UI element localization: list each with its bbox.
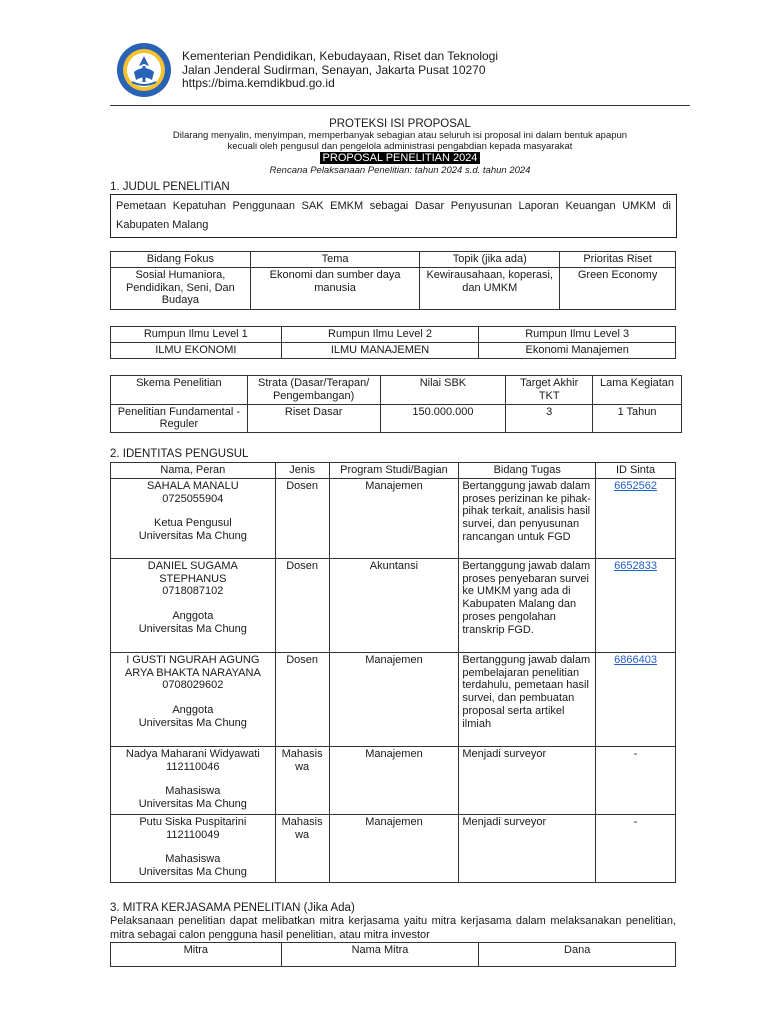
member-task: Menjadi surveyor <box>459 746 596 814</box>
table-header: Mitra <box>111 943 282 967</box>
plan-period: Rencana Pelaksanaan Penelitian: tahun 2024 s.d. tahun 2024 <box>269 165 531 176</box>
table-cell: Riset Dasar <box>247 404 380 433</box>
table-cell: 1 Tahun <box>593 404 682 433</box>
member-university: Universitas Ma Chung <box>138 622 247 635</box>
table-header-row <box>111 376 682 405</box>
member-id: 0718087102 <box>162 585 224 598</box>
table-row <box>111 652 676 746</box>
table-header: Nama, Peran <box>111 463 276 479</box>
member-university: Universitas Ma Chung <box>138 798 247 811</box>
table-header-row <box>111 252 676 268</box>
proposal-badge <box>110 152 690 164</box>
table-header: Rumpun Ilmu Level 2 <box>281 327 479 343</box>
member-role: Mahasiswa <box>165 785 221 798</box>
table-row <box>111 558 676 652</box>
sinta-cell <box>596 558 676 652</box>
member-type: Dosen <box>275 478 329 558</box>
member-task: Bertanggung jawab dalam proses perizinan ke pihak-pihak terkait, analisis hasil survei, dan penyusunan rancangan untuk FGD <box>459 478 596 558</box>
org-website: https://bima.kemdikbud.go.id <box>182 76 335 90</box>
table-cell: Penelitian Fundamental - Reguler <box>111 404 248 433</box>
member-id: 0725055904 <box>162 492 224 505</box>
member-program: Manajemen <box>329 746 459 814</box>
table-header: Topik (jika ada) <box>420 252 560 268</box>
proposal-badge-text: PROPOSAL PENELITIAN 2024 <box>320 152 481 164</box>
sinta-cell <box>596 652 676 746</box>
member-program: Akuntansi <box>329 558 459 652</box>
protection-note-line1: Dilarang menyalin, menyimpan, memperbanyak sebagian atau seluruh isi proposal ini dalam bentuk apapun <box>172 130 628 141</box>
table-header: Lama Kegiatan <box>593 376 682 405</box>
member-type: Mahasiswa <box>275 814 329 882</box>
table-header: Skema Penelitian <box>111 376 248 405</box>
table-header: ID Sinta <box>596 463 676 479</box>
table-row <box>111 342 676 358</box>
section2-heading: 2. IDENTITAS PENGUSUL <box>110 448 249 460</box>
team-table <box>110 462 676 883</box>
member-cell <box>111 652 276 746</box>
table-header: Jenis <box>275 463 329 479</box>
table-header: Tema <box>250 252 420 268</box>
table-header-row <box>111 463 676 479</box>
table-header-row <box>111 943 676 967</box>
member-name: Putu Siska Puspitarini <box>139 815 247 828</box>
table-header: Dana <box>479 943 676 967</box>
section1-heading: 1. JUDUL PENELITIAN <box>110 181 230 193</box>
member-university: Universitas Ma Chung <box>138 716 247 729</box>
sinta-link[interactable]: 6652562 <box>614 479 657 492</box>
table-cell: Ekonomi Manajemen <box>479 342 676 358</box>
ministry-logo-icon <box>116 42 172 98</box>
member-university: Universitas Ma Chung <box>138 530 247 543</box>
table-cell: Green Economy <box>560 267 676 309</box>
org-address: Jalan Jenderal Sudirman, Senayan, Jakarta Pusat 10270 <box>182 62 486 77</box>
rumpun-table <box>110 326 676 359</box>
member-role: Anggota <box>172 610 214 623</box>
member-type: Dosen <box>275 652 329 746</box>
member-cell <box>111 478 276 558</box>
member-program: Manajemen <box>329 652 459 746</box>
member-role: Mahasiswa <box>165 853 221 866</box>
section3-heading: 3. MITRA KERJASAMA PENELITIAN (Jika Ada) <box>110 902 355 914</box>
table-header: Nilai SBK <box>380 376 506 405</box>
member-role: Ketua Pengusul <box>153 517 232 530</box>
skema-table <box>110 375 682 433</box>
member-cell <box>111 746 276 814</box>
member-task: Menjadi surveyor <box>459 814 596 882</box>
table-row <box>111 814 676 882</box>
member-name: SAHALA MANALU <box>146 479 239 492</box>
table-row <box>111 267 676 309</box>
sinta-cell: - <box>596 814 676 882</box>
organization-address <box>182 50 498 91</box>
table-header: Strata (Dasar/Terapan/ Pengembangan) <box>247 376 380 405</box>
table-cell: Ekonomi dan sumber daya manusia <box>250 267 420 309</box>
table-cell: 3 <box>506 404 593 433</box>
table-row <box>111 746 676 814</box>
member-name: DANIEL SUGAMA STEPHANUS <box>147 559 238 585</box>
protection-note <box>110 130 690 152</box>
member-id: 112110049 <box>166 828 220 841</box>
table-cell: Sosial Humaniora, Pendidikan, Seni, Dan Budaya <box>111 267 251 309</box>
member-type: Dosen <box>275 558 329 652</box>
table-header-row <box>111 327 676 343</box>
research-title: Pemetaan Kepatuhan Penggunaan SAK EMKM sebagai Dasar Penyusunan Laporan Keuangan UMKM di Kabupaten Malang <box>110 194 677 238</box>
member-task: Bertanggung jawab dalam proses penyebaran survei ke UMKM yang ada di Kabupaten Malang dan proses pengolahan transkrip FGD. <box>459 558 596 652</box>
partner-table <box>110 942 676 967</box>
table-header: Prioritas Riset <box>560 252 676 268</box>
org-name: Kementerian Pendidikan, Kebudayaan, Riset dan Teknologi <box>182 49 498 63</box>
table-header: Rumpun Ilmu Level 3 <box>479 327 676 343</box>
member-role: Anggota <box>172 704 214 717</box>
member-id: 0708029602 <box>162 679 224 692</box>
member-name: I GUSTI NGURAH AGUNG ARYA BHAKTA NARAYANA <box>124 653 261 679</box>
table-cell: ILMU EKONOMI <box>111 342 282 358</box>
section3-paragraph: Pelaksanaan penelitian dapat melibatkan mitra kerjasama yaitu mitra kerjasama dalam melaksanakan penelitian, mitra sebagai calon pengguna hasil penelitian, atau mitra investor <box>110 915 676 941</box>
table-header: Rumpun Ilmu Level 1 <box>111 327 282 343</box>
member-cell <box>111 814 276 882</box>
header-divider <box>110 105 690 106</box>
member-type: Mahasiswa <box>275 746 329 814</box>
protection-title: PROTEKSI ISI PROPOSAL <box>329 118 471 130</box>
member-program: Manajemen <box>329 478 459 558</box>
protection-note-line2: kecuali oleh pengusul dan pengelola administrasi pengabdian kepada masyarakat <box>227 141 573 152</box>
table-cell: Kewirausahaan, koperasi, dan UMKM <box>420 267 560 309</box>
table-header: Bidang Tugas <box>459 463 596 479</box>
table-cell: ILMU MANAJEMEN <box>281 342 479 358</box>
member-id: 112110046 <box>166 760 220 773</box>
table-cell: 150.000.000 <box>380 404 506 433</box>
sinta-cell <box>596 478 676 558</box>
member-program: Manajemen <box>329 814 459 882</box>
sinta-link[interactable]: 6652833 <box>614 559 657 572</box>
table-header: Program Studi/Bagian <box>329 463 459 479</box>
table-header: Bidang Fokus <box>111 252 251 268</box>
member-cell <box>111 558 276 652</box>
table-row <box>111 404 682 433</box>
sinta-link[interactable]: 6866403 <box>614 653 657 666</box>
focus-table <box>110 251 676 310</box>
table-header: Nama Mitra <box>281 943 479 967</box>
member-name: Nadya Maharani Widyawati <box>125 747 260 760</box>
member-university: Universitas Ma Chung <box>138 866 247 879</box>
sinta-cell: - <box>596 746 676 814</box>
table-header: Target Akhir TKT <box>506 376 593 405</box>
member-task: Bertanggung jawab dalam pembelajaran penelitian terdahulu, pemetaan hasil survei, dan pembuatan proposal serta artikel ilmiah <box>459 652 596 746</box>
table-row <box>111 478 676 558</box>
